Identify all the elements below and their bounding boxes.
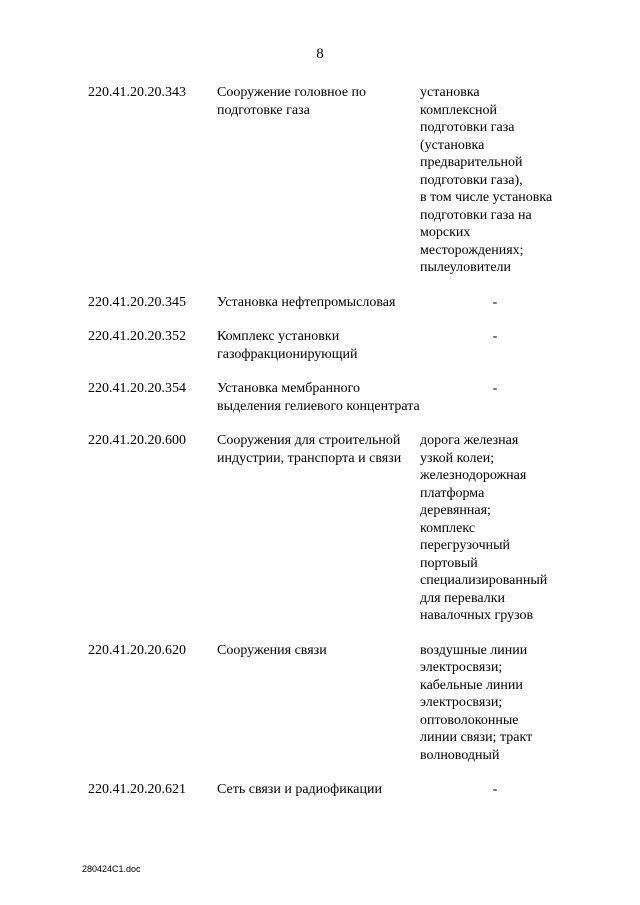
row-code: 220.41.20.20.345 <box>88 294 186 310</box>
table-row <box>88 781 588 799</box>
table-row <box>88 432 588 625</box>
page-number: 8 <box>316 46 324 62</box>
table-row <box>88 642 588 765</box>
table-row <box>88 380 588 415</box>
row-examples: - <box>492 782 498 797</box>
row-examples: установка комплексной подготовки газа (установка предварительной подготовки газа), в том числе установка подготовки газа на морских месторождениях; пылеуловители <box>420 85 553 275</box>
row-examples: - <box>492 329 498 344</box>
row-examples: дорога железная узкой колеи; железнодорожная платформа деревянная; комплекс перегрузочный портовый специализированный для перевалки навалочных грузов <box>420 433 548 623</box>
table-row <box>88 328 588 363</box>
row-code: 220.41.20.20.600 <box>88 433 186 448</box>
row-code: 220.41.20.20.620 <box>88 642 186 658</box>
row-code: 220.41.20.20.343 <box>88 85 186 100</box>
row-name: Сооружения для строительной индустрии, транспорта и связи <box>217 433 402 466</box>
row-name: Сооружение головное по подготовке газа <box>217 85 367 118</box>
row-name: Сооружения связи <box>217 642 327 658</box>
row-name: Установка мембранного выделения гелиевого концентрата <box>217 381 420 414</box>
row-examples: воздушные линии электросвязи; кабельные линии электросвязи; оптоволоконные линии связи; тракт волноводный <box>420 642 533 763</box>
classification-table <box>88 84 588 816</box>
row-code: 220.41.20.20.352 <box>88 329 186 344</box>
row-name: Установка нефтепромысловая <box>217 294 396 310</box>
table-row <box>88 84 588 277</box>
row-code: 220.41.20.20.621 <box>88 782 186 797</box>
table-row <box>88 294 588 312</box>
row-code: 220.41.20.20.354 <box>88 381 186 396</box>
row-examples: - <box>492 294 498 310</box>
row-examples: - <box>492 381 498 396</box>
row-name: Комплекс установки газофракционирующий <box>217 329 358 362</box>
row-name: Сеть связи и радиофикации <box>217 782 382 797</box>
document-filename: 280424C1.doc <box>82 864 141 874</box>
